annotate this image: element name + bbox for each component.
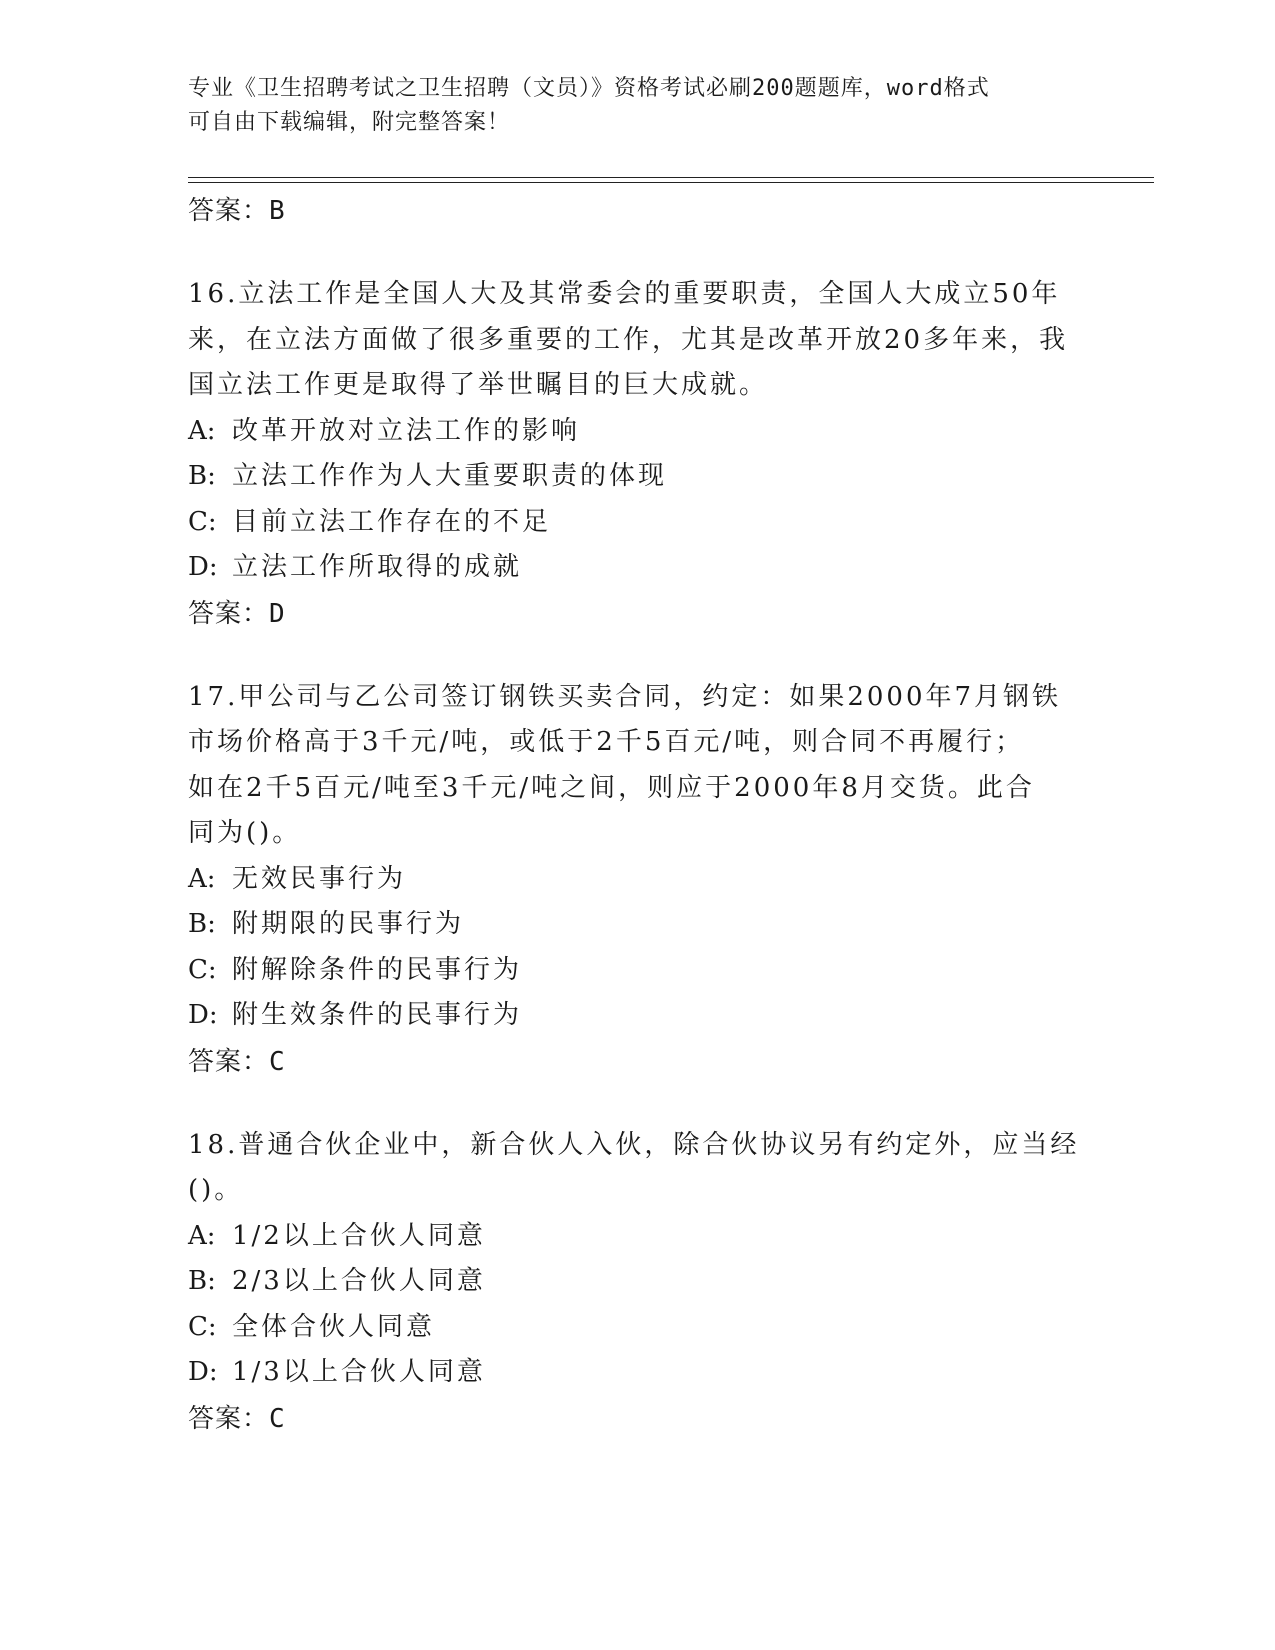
option-text: 全体合伙人同意 (232, 1311, 436, 1342)
option-b (188, 454, 1088, 500)
option-key: B: (188, 1266, 216, 1296)
question-line: ()。 (188, 1175, 244, 1205)
option-key: D: (188, 1000, 218, 1030)
document-header (188, 72, 1068, 140)
option-key: C: (188, 954, 217, 985)
answer-line: 答案：D (188, 598, 286, 629)
option-key: A: (188, 1220, 216, 1251)
question-stem (188, 1123, 1088, 1214)
option-a (188, 409, 1088, 455)
question-line: 18.普通合伙企业中，新合伙人入伙，除合伙协议另有约定外，应当经 (188, 1129, 1080, 1160)
option-key: C: (188, 506, 217, 537)
question-18 (188, 1123, 1088, 1442)
option-c (188, 1305, 1088, 1351)
question-line: 17.甲公司与乙公司签订钢铁买卖合同，约定：如果2000年7月钢铁 (188, 681, 1062, 712)
option-key: D: (188, 552, 218, 582)
question-line: 16.立法工作是全国人大及其常委会的重要职责，全国人大成立50年 (188, 279, 1061, 309)
answer-line: 答案：C (188, 1403, 286, 1434)
question-17 (188, 675, 1088, 1085)
option-key: D: (188, 1357, 218, 1387)
option-text: 附生效条件的民事行为 (232, 1000, 523, 1030)
question-line: 如在2千5百元/吨至3千元/吨之间，则应于2000年8月交货。此合 (188, 772, 1035, 803)
question-line: 市场价格高于3千元/吨，或低于2千5百元/吨，则合同不再履行； (188, 727, 1025, 757)
option-d (188, 1350, 1088, 1396)
option-key: B: (188, 461, 216, 491)
question-line: 来，在立法方面做了很多重要的工作，尤其是改革开放20多年来，我 (188, 324, 1069, 355)
option-key: B: (188, 909, 216, 939)
option-b (188, 902, 1088, 948)
option-key: A: (188, 863, 216, 894)
option-b (188, 1259, 1088, 1305)
option-text: 附期限的民事行为 (232, 909, 465, 939)
header-rule-bottom (188, 182, 1154, 183)
previous-answer: 答案：B (188, 196, 286, 226)
option-a (188, 857, 1088, 903)
option-c (188, 500, 1088, 546)
question-line: 国立法工作更是取得了举世瞩目的巨大成就。 (188, 370, 769, 400)
option-text: 2/3以上合伙人同意 (232, 1266, 486, 1296)
header-line-1: 专业《卫生招聘考试之卫生招聘（文员）》资格考试必刷200题题库，word格式 (188, 76, 990, 101)
option-a (188, 1214, 1088, 1260)
header-rule-top (188, 177, 1154, 178)
option-c (188, 948, 1088, 994)
option-text: 改革开放对立法工作的影响 (232, 415, 581, 446)
option-text: 无效民事行为 (232, 863, 407, 894)
option-text: 立法工作作为人大重要职责的体现 (232, 461, 668, 491)
option-text: 立法工作所取得的成就 (232, 552, 523, 582)
option-d (188, 993, 1088, 1039)
option-text: 1/3以上合伙人同意 (232, 1357, 486, 1387)
question-list (188, 188, 1088, 1442)
option-text: 目前立法工作存在的不足 (232, 506, 552, 537)
option-key: C: (188, 1311, 217, 1342)
answer-line: 答案：C (188, 1046, 286, 1077)
header-line-2: 可自由下载编辑，附完整答案！ (188, 110, 511, 135)
option-text: 1/2以上合伙人同意 (232, 1220, 486, 1251)
question-16 (188, 272, 1088, 637)
option-text: 附解除条件的民事行为 (232, 954, 523, 985)
option-key: A: (188, 415, 216, 446)
question-stem (188, 675, 1088, 857)
question-line: 同为()。 (188, 818, 302, 848)
option-d (188, 545, 1088, 591)
question-stem (188, 272, 1088, 409)
